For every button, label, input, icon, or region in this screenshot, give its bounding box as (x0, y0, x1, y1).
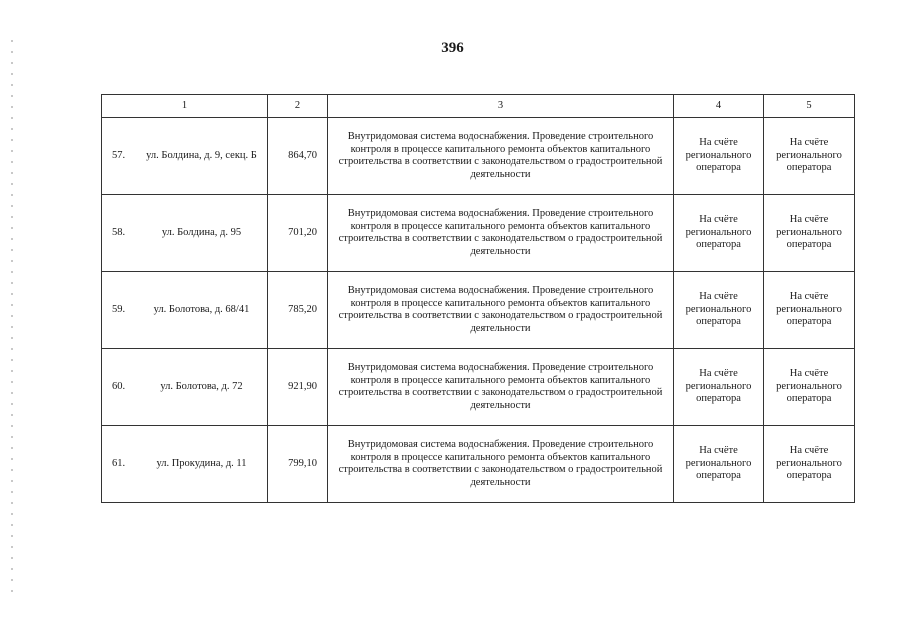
table-body (102, 118, 855, 503)
row-number: 57. (112, 149, 126, 161)
work-description-cell: Внутридомовая система водоснабжения. Проведение строительного контроля в процессе капитального ремонта объектов капитального строительства в соответствии с законодательством о градостроительной деятельности (328, 195, 674, 272)
address-cell (102, 195, 268, 272)
funding-cell-col5: На счёте регионального оператора (764, 195, 855, 272)
table-row (102, 272, 855, 349)
header-col-3: 3 (328, 95, 674, 118)
work-description-cell: Внутридомовая система водоснабжения. Проведение строительного контроля в процессе капитального ремонта объектов капитального строительства в соответствии с законодательством о градостроительной деятельности (328, 118, 674, 195)
work-description-cell: Внутридомовая система водоснабжения. Проведение строительного контроля в процессе капитального ремонта объектов капитального строительства в соответствии с законодательством о градостроительной деятельности (328, 272, 674, 349)
address-text: ул. Болотова, д. 68/41 (153, 303, 250, 315)
area-cell: 799,10 (268, 426, 328, 503)
address-cell (102, 349, 268, 426)
funding-cell-col4: На счёте регионального оператора (674, 426, 764, 503)
table-row (102, 426, 855, 503)
address-cell (102, 426, 268, 503)
table-row (102, 195, 855, 272)
repair-schedule-table (101, 94, 855, 503)
row-number: 58. (112, 226, 126, 238)
header-col-4: 4 (674, 95, 764, 118)
funding-cell-col5: На счёте регионального оператора (764, 426, 855, 503)
funding-cell-col4: На счёте регионального оператора (674, 349, 764, 426)
work-description-cell: Внутридомовая система водоснабжения. Проведение строительного контроля в процессе капитального ремонта объектов капитального строительства в соответствии с законодательством о градостроительной деятельности (328, 426, 674, 503)
area-cell: 864,70 (268, 118, 328, 195)
area-cell: 785,20 (268, 272, 328, 349)
table-row (102, 118, 855, 195)
funding-cell-col4: На счёте регионального оператора (674, 118, 764, 195)
address-cell (102, 272, 268, 349)
table-row (102, 349, 855, 426)
funding-cell-col4: На счёте регионального оператора (674, 195, 764, 272)
row-number: 60. (112, 380, 126, 392)
funding-cell-col5: На счёте регионального оператора (764, 118, 855, 195)
table-header (102, 95, 855, 118)
header-row (102, 95, 855, 118)
work-description-cell: Внутридомовая система водоснабжения. Проведение строительного контроля в процессе капитального ремонта объектов капитального строительства в соответствии с законодательством о градостроительной деятельности (328, 349, 674, 426)
address-text: ул. Болдина, д. 95 (161, 226, 242, 238)
scan-edge-marks (11, 40, 13, 600)
address-text: ул. Прокудина, д. 11 (156, 457, 247, 469)
address-cell (102, 118, 268, 195)
address-text: ул. Болотова, д. 72 (160, 380, 243, 392)
area-cell: 701,20 (268, 195, 328, 272)
funding-cell-col5: На счёте регионального оператора (764, 272, 855, 349)
row-number: 61. (112, 457, 126, 469)
area-cell: 921,90 (268, 349, 328, 426)
funding-cell-col5: На счёте регионального оператора (764, 349, 855, 426)
funding-cell-col4: На счёте регионального оператора (674, 272, 764, 349)
header-col-5: 5 (764, 95, 855, 118)
header-col-1: 1 (102, 95, 268, 118)
page-number: 396 (441, 40, 464, 56)
row-number: 59. (112, 303, 126, 315)
header-col-2: 2 (268, 95, 328, 118)
address-text: ул. Болдина, д. 9, секц. Б (146, 149, 257, 161)
